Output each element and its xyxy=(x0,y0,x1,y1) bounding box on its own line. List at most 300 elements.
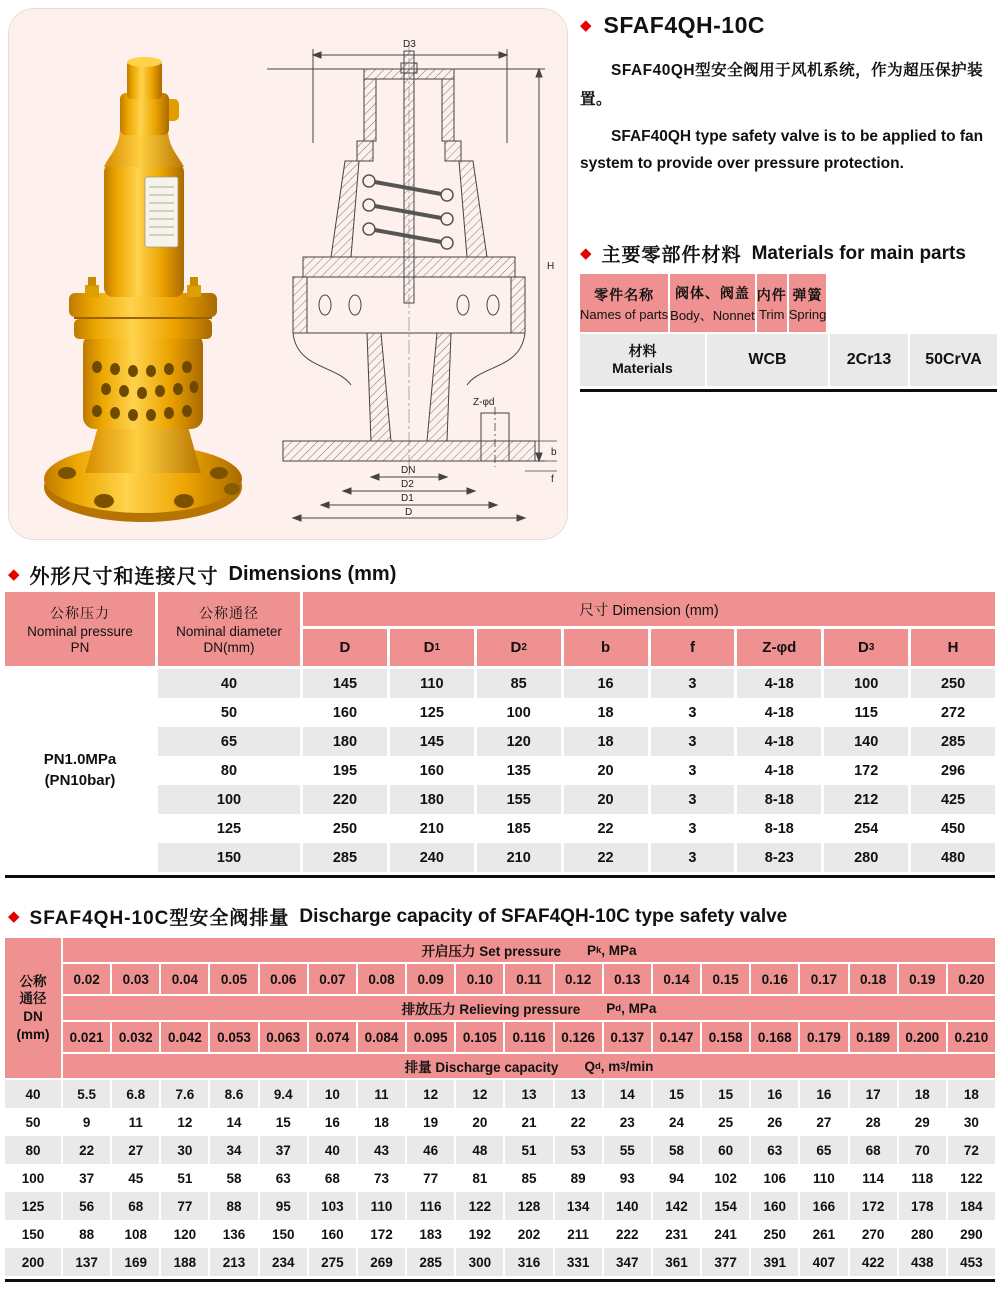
capacity-value-cell: 122 xyxy=(948,1164,995,1192)
set-pressure-cell: 0.17 xyxy=(800,964,847,994)
capacity-value-cell: 331 xyxy=(555,1248,602,1276)
dn-value-cell: 65 xyxy=(158,727,300,756)
capacity-value-cell: 24 xyxy=(653,1108,700,1136)
dimension-column-headers xyxy=(303,629,995,666)
discharge-table-header xyxy=(5,938,995,1078)
capacity-value-cell: 22 xyxy=(63,1136,110,1164)
capacity-value-cell: 37 xyxy=(63,1164,110,1192)
dimension-value-cell: 3 xyxy=(651,698,735,727)
dn-value-cell: 150 xyxy=(5,1220,61,1248)
capacity-value-cell: 93 xyxy=(604,1164,651,1192)
table-bottom-rule xyxy=(5,875,995,878)
capacity-value-cell: 290 xyxy=(948,1220,995,1248)
dim-label-h: H xyxy=(547,261,555,272)
materials-data-row xyxy=(580,334,997,386)
capacity-value-cell: 8.6 xyxy=(210,1080,257,1108)
dn-value-cell: 100 xyxy=(5,1164,61,1192)
capacity-value-cell: 26 xyxy=(751,1108,798,1136)
capacity-value-cell: 114 xyxy=(850,1164,897,1192)
materials-section-title xyxy=(580,240,966,267)
capacity-value-cell: 58 xyxy=(210,1164,257,1192)
capacity-value-cell: 68 xyxy=(309,1164,356,1192)
capacity-value-cell: 12 xyxy=(161,1108,208,1136)
capacity-value-cell: 150 xyxy=(260,1220,307,1248)
capacity-value-cell: 391 xyxy=(751,1248,798,1276)
set-pressure-cell: 0.16 xyxy=(751,964,798,994)
dimension-value-cell: 3 xyxy=(651,843,735,872)
capacity-value-cell: 21 xyxy=(505,1108,552,1136)
capacity-value-cell: 10 xyxy=(309,1080,356,1108)
capacity-value-cell: 116 xyxy=(407,1192,454,1220)
dimension-column-header: D xyxy=(303,629,387,666)
materials-header-cell: 内件 Trim xyxy=(757,274,787,332)
relieving-pressure-cell: 0.179 xyxy=(800,1022,847,1052)
set-pressure-cell: 0.14 xyxy=(653,964,700,994)
set-pressure-cell: 0.04 xyxy=(161,964,208,994)
dimension-value-cell: 4-18 xyxy=(737,756,821,785)
description-en: SFAF40QH type safety valve is to be applied to fan system to provide over pressure protection. xyxy=(580,128,984,172)
dimensions-table-body xyxy=(5,669,995,872)
materials-title-zh: 主要零部件材料 xyxy=(601,245,742,266)
capacity-value-cell: 77 xyxy=(161,1192,208,1220)
capacity-value-cell: 11 xyxy=(358,1080,405,1108)
capacity-value-cell: 88 xyxy=(210,1192,257,1220)
capacity-value-cell: 316 xyxy=(505,1248,552,1276)
capacity-value-cell: 77 xyxy=(407,1164,454,1192)
capacity-value-cell: 55 xyxy=(604,1136,651,1164)
capacity-value-cell: 108 xyxy=(112,1220,159,1248)
capacity-value-cell: 63 xyxy=(260,1164,307,1192)
capacity-value-cell: 231 xyxy=(653,1220,700,1248)
dimension-value-cell: 4-18 xyxy=(737,698,821,727)
pn-header-cell: 公称压力 Nominal pressure PN xyxy=(5,592,155,666)
capacity-value-cell: 184 xyxy=(948,1192,995,1220)
dimension-column-header: Z-φd xyxy=(737,629,821,666)
relieving-pressure-band-label: 排放压力 Relieving pressure P d , MPa xyxy=(63,996,995,1020)
materials-title-en: Materials for main parts xyxy=(751,242,966,264)
capacity-value-cell: 422 xyxy=(850,1248,897,1276)
materials-row-label: 材料 Materials xyxy=(580,334,705,386)
set-pressure-cell: 0.19 xyxy=(899,964,946,994)
dimension-value-cell: 195 xyxy=(303,756,387,785)
capacity-value-cell: 134 xyxy=(555,1192,602,1220)
dimension-value-cell: 180 xyxy=(390,785,474,814)
dimension-value-cell: 18 xyxy=(564,698,648,727)
set-pressure-cell: 0.18 xyxy=(850,964,897,994)
capacity-value-cell: 5.5 xyxy=(63,1080,110,1108)
dim-label-f: f xyxy=(551,474,554,485)
relieving-pressure-cell: 0.168 xyxy=(751,1022,798,1052)
capacity-value-cell: 16 xyxy=(751,1080,798,1108)
capacity-value-cell: 53 xyxy=(555,1136,602,1164)
relieving-pressure-cell: 0.126 xyxy=(555,1022,602,1052)
dimension-column-header: f xyxy=(651,629,735,666)
capacity-value-cell: 361 xyxy=(653,1248,700,1276)
set-pressure-cell: 0.13 xyxy=(604,964,651,994)
materials-header-row xyxy=(580,274,997,332)
capacity-value-cell: 23 xyxy=(604,1108,651,1136)
materials-header-cell: 零件名称 Names of parts xyxy=(580,274,668,332)
capacity-value-cell: 16 xyxy=(309,1108,356,1136)
capacity-value-cell: 103 xyxy=(309,1192,356,1220)
dn-value-cell: 50 xyxy=(158,698,300,727)
capacity-value-cell: 70 xyxy=(899,1136,946,1164)
capacity-value-cell: 137 xyxy=(63,1248,110,1276)
dn-value-cell: 50 xyxy=(5,1108,61,1136)
capacity-value-cell: 160 xyxy=(751,1192,798,1220)
relieving-pressure-cell: 0.147 xyxy=(653,1022,700,1052)
dim-label-d2: D2 xyxy=(401,479,414,490)
dimension-value-cell: 85 xyxy=(477,669,561,698)
set-pressure-cell: 0.15 xyxy=(702,964,749,994)
discharge-title-en: Discharge capacity of SFAF4QH-10C type safety valve xyxy=(299,905,788,927)
capacity-value-cell: 202 xyxy=(505,1220,552,1248)
relieving-pressure-cell: 0.189 xyxy=(850,1022,897,1052)
intro-section xyxy=(580,12,998,177)
relieving-pressure-cell: 0.137 xyxy=(604,1022,651,1052)
red-diamond-icon: ◆ xyxy=(8,566,20,583)
red-diamond-icon: ◆ xyxy=(580,245,592,262)
discharge-dn-header-cell: 公称 通径 DN (mm) xyxy=(5,938,61,1078)
relieving-pressure-cell: 0.032 xyxy=(112,1022,159,1052)
description-zh: SFAF40QH型安全阀用于风机系统，作为超压保护装置。 xyxy=(580,62,984,108)
capacity-value-cell: 58 xyxy=(653,1136,700,1164)
dimension-value-cell: 180 xyxy=(303,727,387,756)
dn-value-cell: 150 xyxy=(158,843,300,872)
dimension-value-cell: 155 xyxy=(477,785,561,814)
capacity-value-cell: 347 xyxy=(604,1248,651,1276)
valve-section-drawing xyxy=(267,25,565,525)
dimension-column-header: D 1 xyxy=(390,629,474,666)
dims-title-en: Dimensions (mm) xyxy=(228,563,397,585)
capacity-value-cell: 40 xyxy=(309,1136,356,1164)
dn-header-cell: 公称通径 Nominal diameter DN(mm) xyxy=(158,592,300,666)
dims-title-zh: 外形尺寸和连接尺寸 xyxy=(29,566,219,588)
capacity-value-cell: 73 xyxy=(358,1164,405,1192)
table-bottom-rule xyxy=(5,1279,995,1282)
set-pressure-cell: 0.08 xyxy=(358,964,405,994)
dimension-value-cell: 8-18 xyxy=(737,814,821,843)
capacity-value-cell: 120 xyxy=(161,1220,208,1248)
set-pressure-cell: 0.05 xyxy=(210,964,257,994)
dn-value-cell: 200 xyxy=(5,1248,61,1276)
dimension-value-cell: 3 xyxy=(651,814,735,843)
dn-value-cell: 80 xyxy=(158,756,300,785)
capacity-value-cell: 12 xyxy=(456,1080,503,1108)
relieving-pressure-cell: 0.042 xyxy=(161,1022,208,1052)
capacity-value-cell: 94 xyxy=(653,1164,700,1192)
capacity-value-cell: 9 xyxy=(63,1108,110,1136)
capacity-value-cell: 407 xyxy=(800,1248,847,1276)
set-pressure-cell: 0.02 xyxy=(63,964,110,994)
dimension-value-cell: 250 xyxy=(911,669,995,698)
dimension-value-cell: 450 xyxy=(911,814,995,843)
capacity-value-cell: 15 xyxy=(653,1080,700,1108)
relieving-pressure-cell: 0.210 xyxy=(948,1022,995,1052)
dim-label-b: b xyxy=(551,447,557,458)
safety-valve-photo xyxy=(27,37,259,531)
dimension-column-header: D 3 xyxy=(824,629,908,666)
table-bottom-rule xyxy=(580,389,997,392)
dimension-value-cell: 140 xyxy=(824,727,908,756)
dimension-value-cell: 100 xyxy=(824,669,908,698)
dim-label-d1: D1 xyxy=(401,493,414,504)
capacity-value-cell: 118 xyxy=(899,1164,946,1192)
discharge-row xyxy=(5,1248,995,1276)
capacity-value-cell: 142 xyxy=(653,1192,700,1220)
capacity-value-cell: 192 xyxy=(456,1220,503,1248)
capacity-value-cell: 14 xyxy=(604,1080,651,1108)
dimension-value-cell: 272 xyxy=(911,698,995,727)
material-value-body: WCB xyxy=(707,334,828,386)
dimension-value-cell: 145 xyxy=(303,669,387,698)
dimension-value-cell: 160 xyxy=(390,756,474,785)
capacity-value-cell: 95 xyxy=(260,1192,307,1220)
set-pressure-cell: 0.12 xyxy=(555,964,602,994)
capacity-value-cell: 30 xyxy=(948,1108,995,1136)
capacity-value-cell: 269 xyxy=(358,1248,405,1276)
discharge-row xyxy=(5,1220,995,1248)
capacity-value-cell: 106 xyxy=(751,1164,798,1192)
capacity-value-cell: 18 xyxy=(358,1108,405,1136)
capacity-value-cell: 6.8 xyxy=(112,1080,159,1108)
dimension-column-header: D 2 xyxy=(477,629,561,666)
capacity-value-cell: 188 xyxy=(161,1248,208,1276)
materials-header-cell: 阀体、阀盖 Body、Nonnet xyxy=(670,274,755,332)
relieving-pressure-cell: 0.095 xyxy=(407,1022,454,1052)
dimension-value-cell: 20 xyxy=(564,785,648,814)
capacity-value-cell: 72 xyxy=(948,1136,995,1164)
discharge-title-zh: SFAF4QH-10C型安全阀排量 xyxy=(29,908,290,929)
capacity-value-cell: 43 xyxy=(358,1136,405,1164)
relieving-pressure-cell: 0.158 xyxy=(702,1022,749,1052)
capacity-value-cell: 18 xyxy=(899,1080,946,1108)
dn-value-cell: 80 xyxy=(5,1136,61,1164)
dimension-value-cell: 20 xyxy=(564,756,648,785)
capacity-value-cell: 81 xyxy=(456,1164,503,1192)
dim-label-zphid: Z-φd xyxy=(473,397,495,408)
dimension-value-cell: 4-18 xyxy=(737,727,821,756)
capacity-value-cell: 110 xyxy=(358,1192,405,1220)
discharge-section-title xyxy=(8,903,787,930)
capacity-value-cell: 30 xyxy=(161,1136,208,1164)
dimension-value-cell: 285 xyxy=(303,843,387,872)
dimensions-table xyxy=(5,592,995,878)
capacity-value-cell: 280 xyxy=(899,1220,946,1248)
relieving-pressure-cell: 0.084 xyxy=(358,1022,405,1052)
capacity-value-cell: 160 xyxy=(309,1220,356,1248)
dimension-value-cell: 240 xyxy=(390,843,474,872)
dimension-value-cell: 425 xyxy=(911,785,995,814)
capacity-value-cell: 65 xyxy=(800,1136,847,1164)
capacity-value-cell: 60 xyxy=(702,1136,749,1164)
capacity-value-cell: 88 xyxy=(63,1220,110,1248)
capacity-value-cell: 128 xyxy=(505,1192,552,1220)
capacity-value-cell: 13 xyxy=(505,1080,552,1108)
capacity-value-cell: 15 xyxy=(702,1080,749,1108)
dim-label-d3: D3 xyxy=(403,39,416,50)
capacity-value-cell: 250 xyxy=(751,1220,798,1248)
pressure-bands xyxy=(63,938,995,1078)
capacity-value-cell: 222 xyxy=(604,1220,651,1248)
dimension-value-cell: 210 xyxy=(390,814,474,843)
dimension-value-cell: 4-18 xyxy=(737,669,821,698)
set-pressure-cell: 0.10 xyxy=(456,964,503,994)
red-diamond-icon: ◆ xyxy=(8,908,20,925)
dn-value-cell: 125 xyxy=(5,1192,61,1220)
capacity-value-cell: 12 xyxy=(407,1080,454,1108)
dimension-value-cell: 18 xyxy=(564,727,648,756)
capacity-value-cell: 241 xyxy=(702,1220,749,1248)
capacity-value-cell: 9.4 xyxy=(260,1080,307,1108)
dn-value-cell: 40 xyxy=(158,669,300,698)
dim-label-dn: DN xyxy=(401,465,416,476)
set-pressure-values-row xyxy=(63,964,995,994)
capacity-value-cell: 34 xyxy=(210,1136,257,1164)
dimension-value-cell: 254 xyxy=(824,814,908,843)
discharge-table xyxy=(5,938,995,1282)
dimension-value-cell: 296 xyxy=(911,756,995,785)
dimensions-table-header xyxy=(5,592,995,666)
discharge-row xyxy=(5,1136,995,1164)
capacity-value-cell: 453 xyxy=(948,1248,995,1276)
relieving-pressure-cell: 0.116 xyxy=(505,1022,552,1052)
relieving-pressure-values-row xyxy=(63,1022,995,1052)
dimension-column-header: b xyxy=(564,629,648,666)
set-pressure-cell: 0.07 xyxy=(309,964,356,994)
set-pressure-band-label: 开启压力 Set pressure P k , MPa xyxy=(63,938,995,962)
model-title: SFAF4QH-10C xyxy=(603,12,765,38)
dimension-value-cell: 3 xyxy=(651,785,735,814)
capacity-value-cell: 68 xyxy=(850,1136,897,1164)
capacity-value-cell: 183 xyxy=(407,1220,454,1248)
capacity-value-cell: 25 xyxy=(702,1108,749,1136)
dimensions-section-title xyxy=(8,560,396,589)
dimension-value-cell: 3 xyxy=(651,756,735,785)
materials-table xyxy=(580,274,997,392)
capacity-value-cell: 169 xyxy=(112,1248,159,1276)
dimension-value-cell: 135 xyxy=(477,756,561,785)
capacity-value-cell: 438 xyxy=(899,1248,946,1276)
set-pressure-cell: 0.09 xyxy=(407,964,454,994)
dimension-value-cell: 250 xyxy=(303,814,387,843)
capacity-value-cell: 46 xyxy=(407,1136,454,1164)
dimension-value-cell: 16 xyxy=(564,669,648,698)
capacity-value-cell: 56 xyxy=(63,1192,110,1220)
relieving-pressure-cell: 0.063 xyxy=(260,1022,307,1052)
relieving-pressure-cell: 0.053 xyxy=(210,1022,257,1052)
capacity-value-cell: 102 xyxy=(702,1164,749,1192)
capacity-value-cell: 275 xyxy=(309,1248,356,1276)
dimension-value-cell: 220 xyxy=(303,785,387,814)
dimension-value-cell: 3 xyxy=(651,669,735,698)
capacity-value-cell: 28 xyxy=(850,1108,897,1136)
dimension-value-cell: 210 xyxy=(477,843,561,872)
capacity-value-cell: 22 xyxy=(555,1108,602,1136)
capacity-value-cell: 154 xyxy=(702,1192,749,1220)
capacity-value-cell: 110 xyxy=(800,1164,847,1192)
dimension-value-cell: 285 xyxy=(911,727,995,756)
discharge-row xyxy=(5,1080,995,1108)
capacity-value-cell: 19 xyxy=(407,1108,454,1136)
discharge-row xyxy=(5,1108,995,1136)
discharge-row xyxy=(5,1164,995,1192)
capacity-value-cell: 16 xyxy=(800,1080,847,1108)
model-title-row xyxy=(580,12,998,39)
capacity-value-cell: 51 xyxy=(161,1164,208,1192)
dimension-value-cell: 110 xyxy=(390,669,474,698)
capacity-value-cell: 37 xyxy=(260,1136,307,1164)
capacity-value-cell: 211 xyxy=(555,1220,602,1248)
dimension-span-header: 尺寸 Dimension (mm) xyxy=(303,592,995,626)
dimension-value-cell: 280 xyxy=(824,843,908,872)
capacity-value-cell: 20 xyxy=(456,1108,503,1136)
dimension-column-header: H xyxy=(911,629,995,666)
relieving-pressure-cell: 0.200 xyxy=(899,1022,946,1052)
capacity-value-cell: 270 xyxy=(850,1220,897,1248)
dimension-value-cell: 212 xyxy=(824,785,908,814)
dn-value-cell: 100 xyxy=(158,785,300,814)
capacity-value-cell: 172 xyxy=(850,1192,897,1220)
dimension-value-cell: 145 xyxy=(390,727,474,756)
capacity-value-cell: 234 xyxy=(260,1248,307,1276)
capacity-value-cell: 7.6 xyxy=(161,1080,208,1108)
discharge-capacity-band-label: 排量 Discharge capacity Q d , m 3 /min xyxy=(63,1054,995,1078)
set-pressure-cell: 0.20 xyxy=(948,964,995,994)
discharge-row xyxy=(5,1192,995,1220)
dimension-value-cell: 8-23 xyxy=(737,843,821,872)
capacity-value-cell: 136 xyxy=(210,1220,257,1248)
dimension-value-cell: 185 xyxy=(477,814,561,843)
capacity-value-cell: 63 xyxy=(751,1136,798,1164)
capacity-value-cell: 27 xyxy=(800,1108,847,1136)
pn-merged-cell: PN1.0MPa (PN10bar) xyxy=(5,669,155,872)
capacity-value-cell: 51 xyxy=(505,1136,552,1164)
relieving-pressure-cell: 0.074 xyxy=(309,1022,356,1052)
discharge-table-body xyxy=(5,1080,995,1276)
dim-label-d: D xyxy=(405,507,413,518)
capacity-value-cell: 300 xyxy=(456,1248,503,1276)
dimension-value-cell: 120 xyxy=(477,727,561,756)
dimension-value-cell: 100 xyxy=(477,698,561,727)
set-pressure-cell: 0.03 xyxy=(112,964,159,994)
set-pressure-cell: 0.06 xyxy=(260,964,307,994)
capacity-value-cell: 377 xyxy=(702,1248,749,1276)
capacity-value-cell: 122 xyxy=(456,1192,503,1220)
material-value-spring: 50CrVA xyxy=(910,334,997,386)
capacity-value-cell: 27 xyxy=(112,1136,159,1164)
capacity-value-cell: 261 xyxy=(800,1220,847,1248)
capacity-value-cell: 11 xyxy=(112,1108,159,1136)
dimension-value-cell: 172 xyxy=(824,756,908,785)
dn-value-cell: 40 xyxy=(5,1080,61,1108)
capacity-value-cell: 89 xyxy=(555,1164,602,1192)
capacity-value-cell: 140 xyxy=(604,1192,651,1220)
material-value-trim: 2Cr13 xyxy=(830,334,908,386)
capacity-value-cell: 285 xyxy=(407,1248,454,1276)
capacity-value-cell: 48 xyxy=(456,1136,503,1164)
dimension-value-cell: 8-18 xyxy=(737,785,821,814)
capacity-value-cell: 45 xyxy=(112,1164,159,1192)
capacity-value-cell: 14 xyxy=(210,1108,257,1136)
capacity-value-cell: 172 xyxy=(358,1220,405,1248)
capacity-value-cell: 178 xyxy=(899,1192,946,1220)
capacity-value-cell: 68 xyxy=(112,1192,159,1220)
red-diamond-icon: ◆ xyxy=(580,17,592,34)
dimension-value-cell: 3 xyxy=(651,727,735,756)
capacity-value-cell: 15 xyxy=(260,1108,307,1136)
relieving-pressure-cell: 0.105 xyxy=(456,1022,503,1052)
